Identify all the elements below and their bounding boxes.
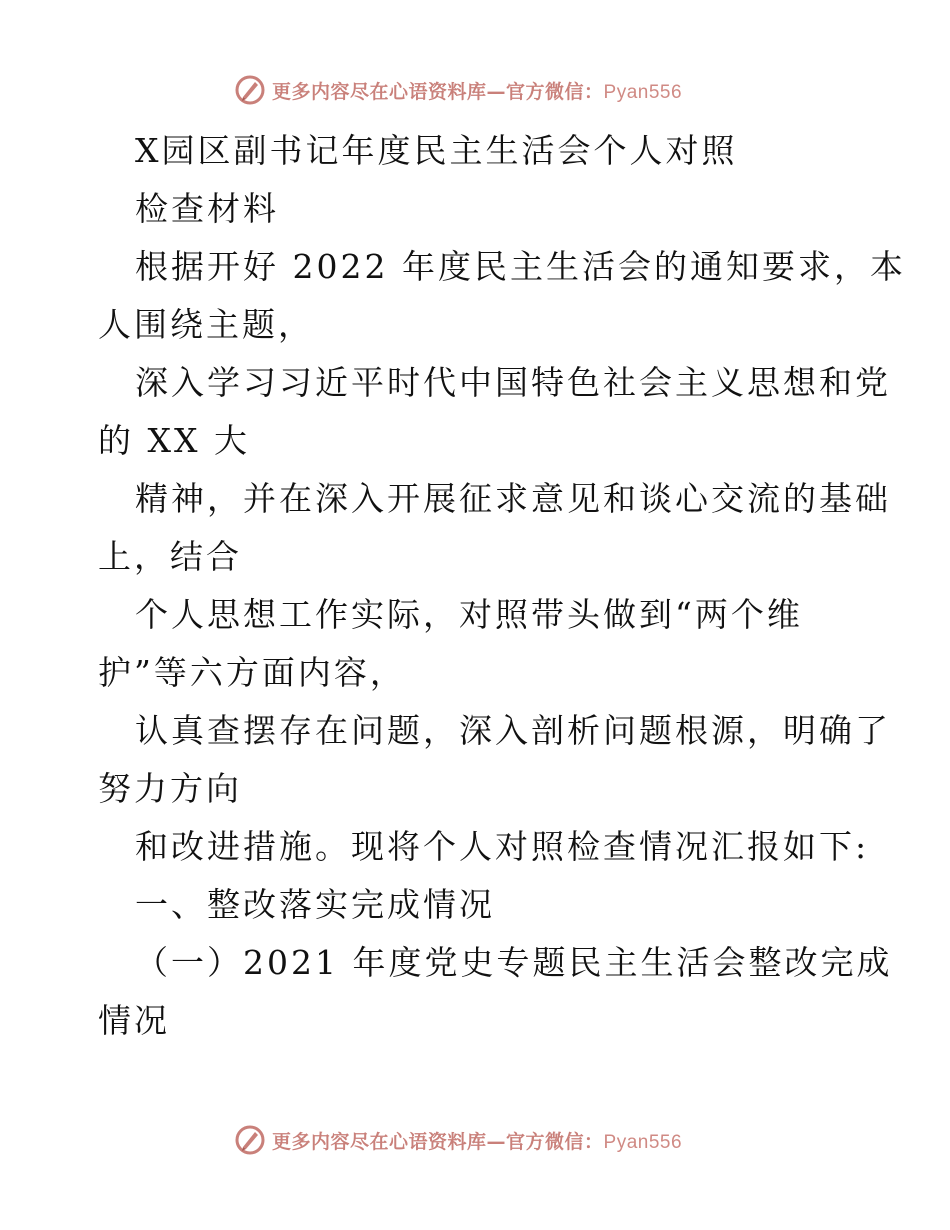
text-line: （一）2021 年度党史专题民主生活会整改完成: [135, 943, 893, 982]
text-line: 一、整改落实完成情况: [135, 885, 495, 924]
watermark-text: 更多内容尽在心语资料库—官方微信：Pyan556: [272, 1130, 683, 1153]
watermark-id: Pyan556: [603, 81, 683, 103]
watermark-text: 更多内容尽在心语资料库—官方微信：Pyan556: [272, 80, 683, 103]
text-line: 深入学习习近平时代中国特色社会主义思想和党: [135, 363, 891, 402]
text-line: 人围绕主题，: [98, 305, 314, 344]
header-watermark: [234, 70, 754, 110]
text-line: 认真查摆存在问题，深入剖析问题根源，明确了: [135, 711, 891, 750]
text-line: X园区副书记年度民主生活会个人对照: [135, 131, 738, 170]
document-body: [98, 122, 906, 1050]
text-line: 情况: [98, 1001, 170, 1040]
text-line: 努力方向: [98, 769, 242, 808]
text-line: 护”等六方面内容，: [98, 653, 406, 692]
text-line: 检查材料: [135, 189, 279, 228]
text-line: 的 XX 大: [98, 421, 250, 460]
text-line: 根据开好 2022 年度民主生活会的通知要求，本: [135, 247, 906, 286]
watermark-id: Pyan556: [603, 1131, 683, 1153]
pen-circle-logo-icon: [234, 74, 266, 106]
text-line: 上，结合: [98, 537, 242, 576]
text-line: 个人思想工作实际，对照带头做到“两个维: [135, 595, 803, 634]
footer-watermark: [234, 1120, 754, 1160]
text-line: 和改进措施。现将个人对照检查情况汇报如下:: [135, 827, 870, 866]
text-line: 精神，并在深入开展征求意见和谈心交流的基础: [135, 479, 891, 518]
pen-circle-logo-icon: [234, 1124, 266, 1156]
